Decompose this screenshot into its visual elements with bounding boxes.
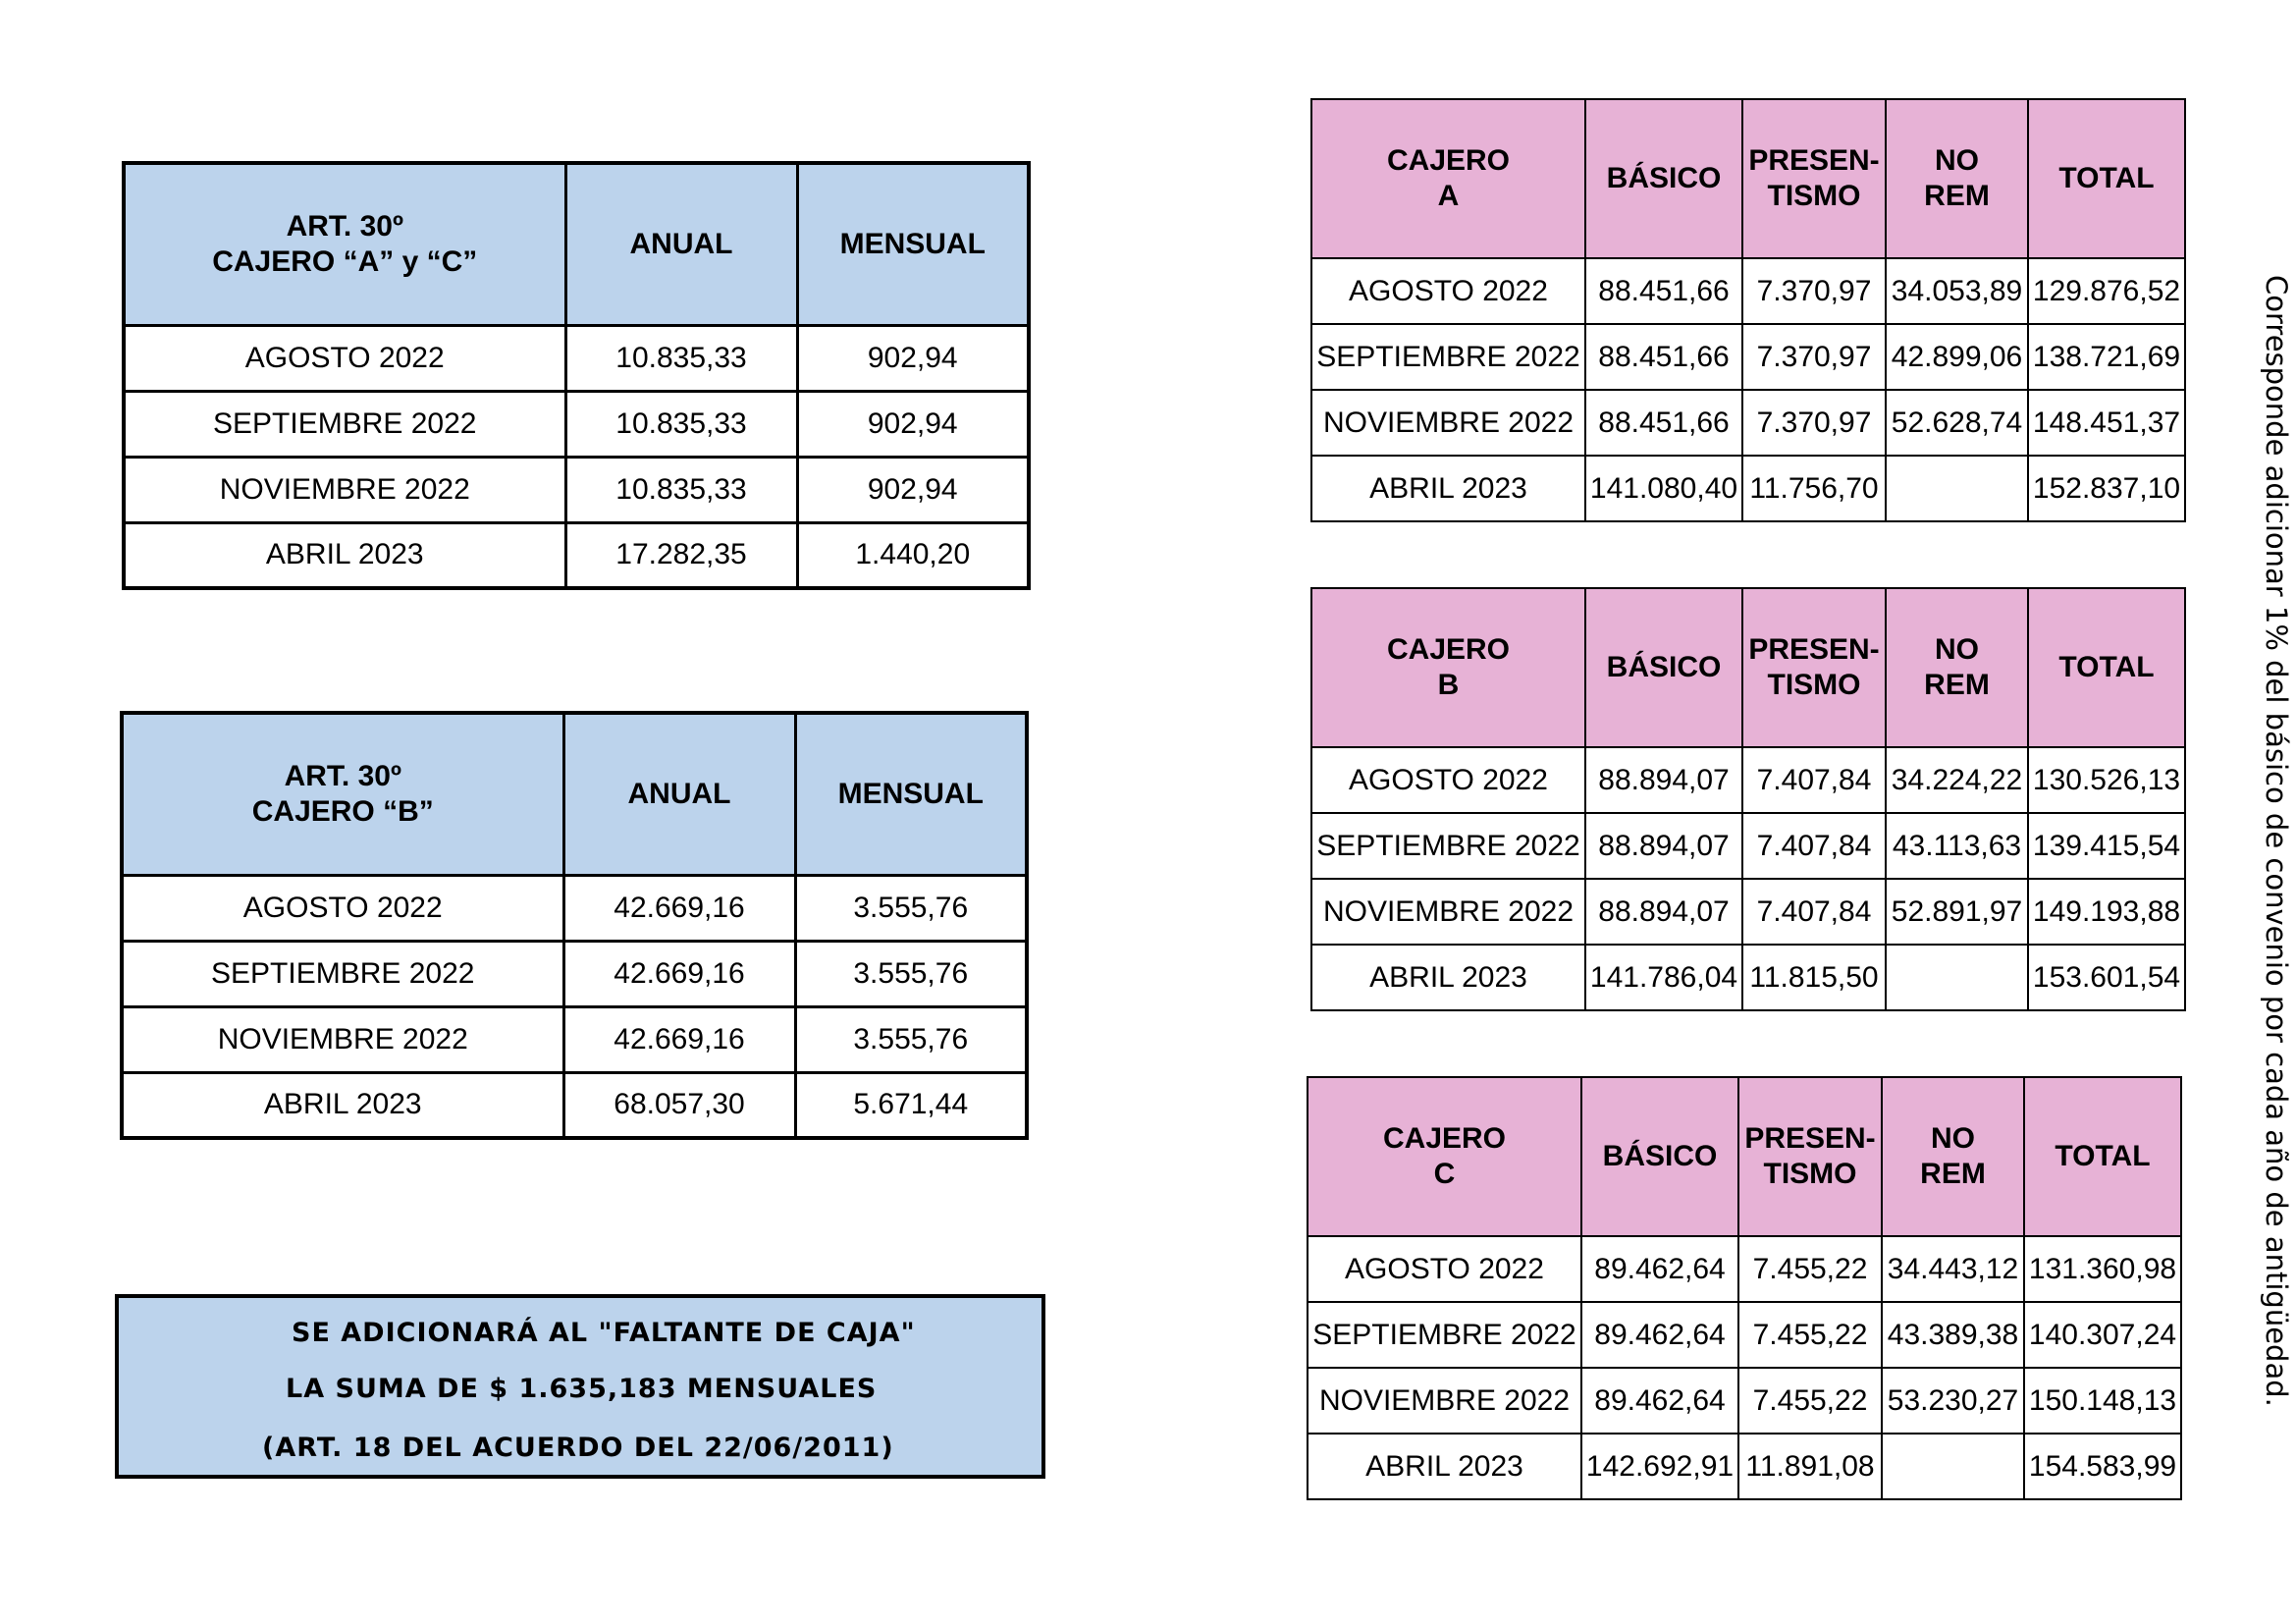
table-row bbox=[122, 941, 1027, 1006]
table-row bbox=[1308, 1368, 2181, 1434]
anual-cell: 42.669,16 bbox=[563, 875, 795, 941]
header-total: TOTAL bbox=[2028, 99, 2185, 258]
total-cell: 131.360,98 bbox=[2024, 1236, 2181, 1302]
period-cell: SEPTIEMBRE 2022 bbox=[1308, 1302, 1581, 1368]
presentismo-cell: 7.407,84 bbox=[1742, 813, 1886, 879]
header-norem-line1: NO bbox=[1935, 144, 1979, 177]
note-line1: SE ADICIONARÁ AL "FALTANTE DE CAJA" bbox=[292, 1318, 916, 1348]
header-norem-line2: REM bbox=[1920, 1158, 1986, 1190]
table-row bbox=[1311, 324, 2185, 390]
basico-cell: 88.451,66 bbox=[1585, 390, 1742, 456]
table-header-row bbox=[124, 163, 1029, 325]
basico-cell: 142.692,91 bbox=[1581, 1434, 1738, 1499]
header-total: TOTAL bbox=[2028, 588, 2185, 747]
period-cell: NOVIEMBRE 2022 bbox=[124, 457, 565, 522]
total-cell: 154.583,99 bbox=[2024, 1434, 2181, 1499]
norem-cell: 52.891,97 bbox=[1886, 879, 2028, 945]
presentismo-cell: 7.455,22 bbox=[1738, 1368, 1882, 1434]
header-norem bbox=[1886, 588, 2028, 747]
table-row bbox=[124, 325, 1029, 391]
period-cell: ABRIL 2023 bbox=[124, 522, 565, 588]
table-header-row bbox=[122, 713, 1027, 875]
table-row bbox=[1308, 1302, 2181, 1368]
header-title-line2: C bbox=[1433, 1158, 1456, 1190]
table-row bbox=[1311, 813, 2185, 879]
basico-cell: 88.451,66 bbox=[1585, 258, 1742, 324]
header-title-line2: CAJERO “A” y “C” bbox=[212, 244, 478, 278]
cajero-c-table bbox=[1307, 1076, 2182, 1500]
table-row bbox=[1311, 390, 2185, 456]
faltante-caja-note bbox=[115, 1294, 1045, 1479]
mensual-cell: 3.555,76 bbox=[795, 1006, 1027, 1072]
presentismo-cell: 11.756,70 bbox=[1742, 456, 1886, 521]
header-norem bbox=[1886, 99, 2028, 258]
norem-cell: 34.443,12 bbox=[1882, 1236, 2024, 1302]
antiguedad-side-note: Corresponde adicionar 1% del básico de convenio por cada año de antigüedad. bbox=[2260, 275, 2293, 1407]
norem-cell bbox=[1886, 456, 2028, 521]
header-title bbox=[1311, 588, 1585, 747]
header-presentismo bbox=[1738, 1077, 1882, 1236]
period-cell: AGOSTO 2022 bbox=[122, 875, 563, 941]
norem-cell: 43.113,63 bbox=[1886, 813, 2028, 879]
header-presentismo-line1: PRESEN- bbox=[1748, 144, 1880, 177]
header-presentismo-line2: TISMO bbox=[1763, 1158, 1857, 1190]
header-norem-line1: NO bbox=[1935, 633, 1979, 666]
anual-cell: 10.835,33 bbox=[565, 391, 797, 457]
table-row bbox=[1308, 1434, 2181, 1499]
total-cell: 138.721,69 bbox=[2028, 324, 2185, 390]
art30-cajero-ac-table bbox=[122, 161, 1031, 590]
anual-cell: 68.057,30 bbox=[563, 1072, 795, 1138]
period-cell: ABRIL 2023 bbox=[122, 1072, 563, 1138]
period-cell: NOVIEMBRE 2022 bbox=[122, 1006, 563, 1072]
header-anual: ANUAL bbox=[565, 163, 797, 325]
header-presentismo bbox=[1742, 588, 1886, 747]
norem-cell: 34.224,22 bbox=[1886, 747, 2028, 813]
norem-cell: 42.899,06 bbox=[1886, 324, 2028, 390]
header-total: TOTAL bbox=[2024, 1077, 2181, 1236]
period-cell: ABRIL 2023 bbox=[1311, 456, 1585, 521]
basico-cell: 88.894,07 bbox=[1585, 813, 1742, 879]
mensual-cell: 902,94 bbox=[797, 457, 1029, 522]
table-row bbox=[1308, 1236, 2181, 1302]
norem-cell bbox=[1882, 1434, 2024, 1499]
total-cell: 130.526,13 bbox=[2028, 747, 2185, 813]
period-cell: SEPTIEMBRE 2022 bbox=[1311, 813, 1585, 879]
table-row bbox=[1311, 747, 2185, 813]
header-presentismo bbox=[1742, 99, 1886, 258]
header-title bbox=[1308, 1077, 1581, 1236]
norem-cell: 53.230,27 bbox=[1882, 1368, 2024, 1434]
presentismo-cell: 7.370,97 bbox=[1742, 324, 1886, 390]
period-cell: NOVIEMBRE 2022 bbox=[1311, 390, 1585, 456]
header-basico: BÁSICO bbox=[1585, 99, 1742, 258]
basico-cell: 141.080,40 bbox=[1585, 456, 1742, 521]
table-row bbox=[122, 1006, 1027, 1072]
basico-cell: 88.894,07 bbox=[1585, 747, 1742, 813]
table-row bbox=[124, 457, 1029, 522]
norem-cell bbox=[1886, 945, 2028, 1010]
basico-cell: 89.462,64 bbox=[1581, 1302, 1738, 1368]
period-cell: AGOSTO 2022 bbox=[1308, 1236, 1581, 1302]
header-mensual: MENSUAL bbox=[795, 713, 1027, 875]
header-title-line2: A bbox=[1437, 180, 1460, 212]
header-mensual: MENSUAL bbox=[797, 163, 1029, 325]
total-cell: 150.148,13 bbox=[2024, 1368, 2181, 1434]
mensual-cell: 902,94 bbox=[797, 325, 1029, 391]
mensual-cell: 3.555,76 bbox=[795, 941, 1027, 1006]
presentismo-cell: 11.815,50 bbox=[1742, 945, 1886, 1010]
table-row bbox=[1311, 258, 2185, 324]
cajero-a-table bbox=[1310, 98, 2186, 522]
mensual-cell: 1.440,20 bbox=[797, 522, 1029, 588]
norem-cell: 52.628,74 bbox=[1886, 390, 2028, 456]
header-presentismo-line2: TISMO bbox=[1767, 669, 1861, 701]
header-title bbox=[1311, 99, 1585, 258]
header-basico: BÁSICO bbox=[1581, 1077, 1738, 1236]
period-cell: AGOSTO 2022 bbox=[124, 325, 565, 391]
anual-cell: 42.669,16 bbox=[563, 1006, 795, 1072]
total-cell: 153.601,54 bbox=[2028, 945, 2185, 1010]
period-cell: AGOSTO 2022 bbox=[1311, 747, 1585, 813]
note-line2: LA SUMA DE $ 1.635,183 MENSUALES bbox=[286, 1374, 878, 1404]
table-row bbox=[1311, 945, 2185, 1010]
header-presentismo-line1: PRESEN- bbox=[1748, 633, 1880, 666]
period-cell: SEPTIEMBRE 2022 bbox=[1311, 324, 1585, 390]
presentismo-cell: 7.370,97 bbox=[1742, 258, 1886, 324]
table-row bbox=[122, 875, 1027, 941]
total-cell: 140.307,24 bbox=[2024, 1302, 2181, 1368]
period-cell: NOVIEMBRE 2022 bbox=[1308, 1368, 1581, 1434]
header-norem-line2: REM bbox=[1924, 180, 1990, 212]
period-cell: NOVIEMBRE 2022 bbox=[1311, 879, 1585, 945]
period-cell: SEPTIEMBRE 2022 bbox=[124, 391, 565, 457]
total-cell: 148.451,37 bbox=[2028, 390, 2185, 456]
presentismo-cell: 7.407,84 bbox=[1742, 747, 1886, 813]
header-title bbox=[124, 163, 565, 325]
header-presentismo-line2: TISMO bbox=[1767, 180, 1861, 212]
header-title-line1: ART. 30º bbox=[286, 209, 403, 243]
mensual-cell: 5.671,44 bbox=[795, 1072, 1027, 1138]
art30-cajero-b-table bbox=[120, 711, 1029, 1140]
cajero-b-table bbox=[1310, 587, 2186, 1011]
anual-cell: 10.835,33 bbox=[565, 325, 797, 391]
header-title-line1: ART. 30º bbox=[284, 759, 401, 792]
header-title-line1: CAJERO bbox=[1386, 633, 1511, 666]
period-cell: SEPTIEMBRE 2022 bbox=[122, 941, 563, 1006]
table-header-row bbox=[1308, 1077, 2181, 1236]
total-cell: 149.193,88 bbox=[2028, 879, 2185, 945]
header-title-line1: CAJERO bbox=[1382, 1122, 1507, 1155]
period-cell: ABRIL 2023 bbox=[1311, 945, 1585, 1010]
basico-cell: 89.462,64 bbox=[1581, 1368, 1738, 1434]
basico-cell: 141.786,04 bbox=[1585, 945, 1742, 1010]
header-title bbox=[122, 713, 563, 875]
basico-cell: 88.451,66 bbox=[1585, 324, 1742, 390]
table-row bbox=[124, 391, 1029, 457]
header-title-line1: CAJERO bbox=[1386, 144, 1511, 177]
period-cell: AGOSTO 2022 bbox=[1311, 258, 1585, 324]
header-title-line2: CAJERO “B” bbox=[251, 794, 434, 828]
header-basico: BÁSICO bbox=[1585, 588, 1742, 747]
presentismo-cell: 11.891,08 bbox=[1738, 1434, 1882, 1499]
presentismo-cell: 7.455,22 bbox=[1738, 1302, 1882, 1368]
anual-cell: 42.669,16 bbox=[563, 941, 795, 1006]
header-presentismo-line1: PRESEN- bbox=[1744, 1122, 1876, 1155]
total-cell: 129.876,52 bbox=[2028, 258, 2185, 324]
norem-cell: 34.053,89 bbox=[1886, 258, 2028, 324]
note-line3: (ART. 18 DEL ACUERDO DEL 22/06/2011) bbox=[262, 1433, 894, 1463]
basico-cell: 88.894,07 bbox=[1585, 879, 1742, 945]
anual-cell: 10.835,33 bbox=[565, 457, 797, 522]
table-header-row bbox=[1311, 99, 2185, 258]
mensual-cell: 902,94 bbox=[797, 391, 1029, 457]
mensual-cell: 3.555,76 bbox=[795, 875, 1027, 941]
presentismo-cell: 7.370,97 bbox=[1742, 390, 1886, 456]
anual-cell: 17.282,35 bbox=[565, 522, 797, 588]
table-row bbox=[1311, 456, 2185, 521]
presentismo-cell: 7.455,22 bbox=[1738, 1236, 1882, 1302]
table-header-row bbox=[1311, 588, 2185, 747]
presentismo-cell: 7.407,84 bbox=[1742, 879, 1886, 945]
table-row bbox=[1311, 879, 2185, 945]
total-cell: 139.415,54 bbox=[2028, 813, 2185, 879]
header-anual: ANUAL bbox=[563, 713, 795, 875]
basico-cell: 89.462,64 bbox=[1581, 1236, 1738, 1302]
norem-cell: 43.389,38 bbox=[1882, 1302, 2024, 1368]
header-title-line2: B bbox=[1437, 669, 1460, 701]
period-cell: ABRIL 2023 bbox=[1308, 1434, 1581, 1499]
header-norem-line1: NO bbox=[1931, 1122, 1975, 1155]
table-row bbox=[124, 522, 1029, 588]
table-row bbox=[122, 1072, 1027, 1138]
header-norem-line2: REM bbox=[1924, 669, 1990, 701]
total-cell: 152.837,10 bbox=[2028, 456, 2185, 521]
header-norem bbox=[1882, 1077, 2024, 1236]
